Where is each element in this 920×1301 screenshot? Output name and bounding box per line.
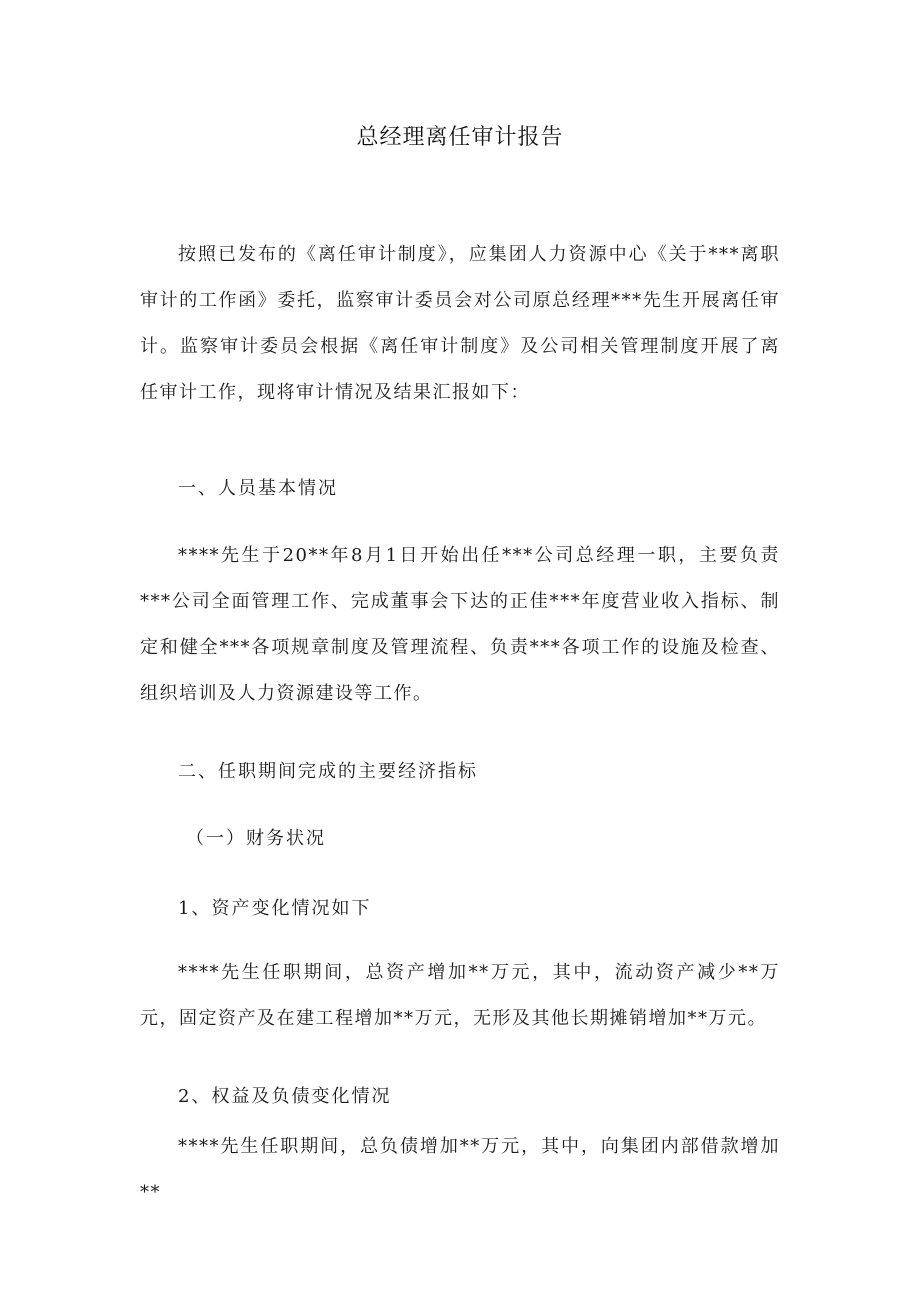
equity-liability-heading: 2、权益及负债变化情况 [178,1086,392,1107]
section-2-heading: 二、任职期间完成的主要经济指标 [178,761,478,782]
section-1-heading: 一、人员基本情况 [178,478,338,499]
asset-change-heading: 1、资产变化情况如下 [178,898,372,919]
document-title: 总经理离任审计报告 [356,125,564,150]
section-1-paragraph: ****先生于20**年8月1日开始出任***公司总经理一职，主要负责***公司全面管理工作、完成董事会下达的正佳***年度营业收入指标、制定和健全***各项规章制度及管理流程、负责***各项工作的设施及检查、组织培训及人力资源建设等工作。 [140,545,780,704]
equity-liability-paragraph: ****先生任职期间，总负债增加**万元，其中，向集团内部借款增加** [140,1136,780,1203]
financial-status-heading: （一）财务状况 [186,828,326,849]
intro-paragraph: 按照已发布的《离任审计制度》，应集团人力资源中心《关于***离职审计的工作函》委托，监察审计委员会对公司原总经理***先生开展离任审计。监察审计委员会根据《离任审计制度》及公司相关管理制度开展了离任审计工作，现将审计情况及结果汇报如下： [140,244,780,403]
asset-change-paragraph: ****先生任职期间，总资产增加**万元，其中，流动资产减少**万元，固定资产及在建工程增加**万元，无形及其他长期摊销增加**万元。 [140,962,780,1029]
